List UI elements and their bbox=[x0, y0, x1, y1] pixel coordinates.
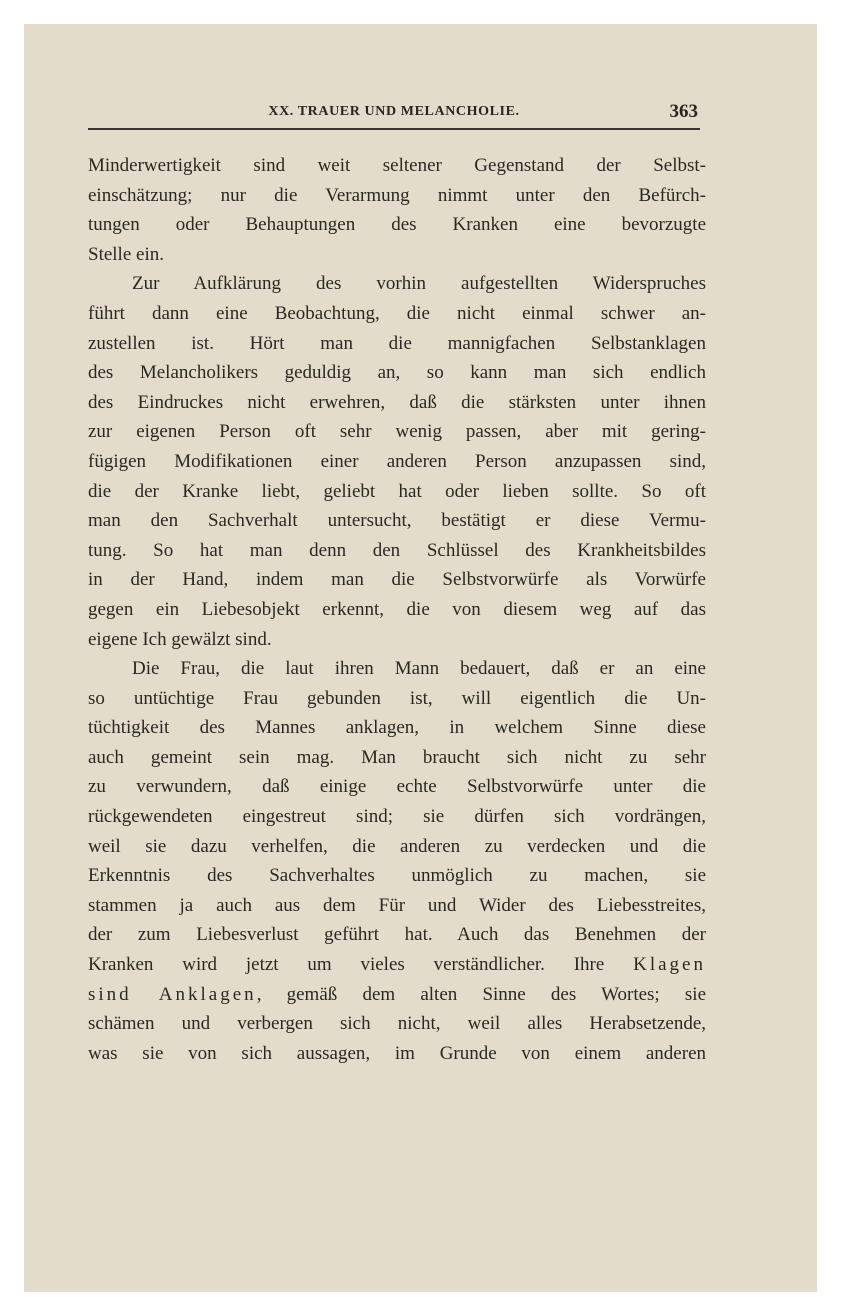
text-line: Erkenntnis des Sachverhaltes unmöglich zu machen, sie bbox=[88, 865, 706, 887]
text-line: fügigen Modifikationen einer anderen Person anzupassen sind, bbox=[88, 450, 706, 472]
text-line: auch gemeint sein mag. Man braucht sich nicht zu sehr bbox=[88, 746, 706, 768]
text-line: des Melancholikers geduldig an, so kann man sich endlich bbox=[88, 362, 706, 384]
text-line: tüchtigkeit des Mannes anklagen, in welchem Sinne diese bbox=[88, 717, 706, 739]
text-line: in der Hand, indem man die Selbstvorwürfe als Vorwürfe bbox=[88, 569, 706, 591]
paragraph-start-line: Zur Aufklärung des vorhin aufgestellten Widerspruches bbox=[132, 273, 706, 295]
text-line: gegen ein Liebesobjekt erkennt, die von diesem weg auf das bbox=[88, 598, 706, 620]
body-text bbox=[88, 151, 706, 1068]
text-line: rückgewendeten eingestreut sind; sie dürfen sich vordrängen, bbox=[88, 806, 706, 828]
spaced-emphasis: Klagen bbox=[633, 954, 706, 976]
text-line: zu verwundern, daß einige echte Selbstvorwürfe unter die bbox=[88, 776, 706, 798]
running-head: XX. TRAUER UND MELANCHOLIE. bbox=[268, 104, 520, 119]
text-line: stammen ja auch aus dem Für und Wider des Liebesstreites, bbox=[88, 894, 706, 916]
page-header bbox=[88, 102, 700, 130]
text-line: zur eigenen Person oft sehr wenig passen, aber mit gering- bbox=[88, 421, 706, 443]
text-line-emphasis bbox=[88, 980, 706, 1010]
text-line: zustellen ist. Hört man die mannigfachen Selbstanklagen bbox=[88, 332, 706, 354]
text-line: Minderwertigkeit sind weit seltener Gegenstand der Selbst- bbox=[88, 155, 706, 176]
paragraph-start-line: Die Frau, die laut ihren Mann bedauert, daß er an eine bbox=[132, 658, 706, 680]
text-line: man den Sachverhalt untersucht, bestätigt er diese Vermu- bbox=[88, 510, 706, 532]
text-line: tungen oder Behauptungen des Kranken eine bevorzugte bbox=[88, 214, 706, 236]
paragraph-end-line: eigene Ich gewälzt sind. bbox=[88, 628, 272, 650]
text-line: so untüchtige Frau gebunden ist, will eigentlich die Un- bbox=[88, 687, 706, 709]
text-line: weil sie dazu verhelfen, die anderen zu verdecken und die bbox=[88, 835, 706, 857]
text-run: , gemäß dem alten Sinne des Wortes; sie bbox=[256, 983, 706, 1005]
text-line: die der Kranke liebt, geliebt hat oder lieben sollte. So oft bbox=[88, 480, 706, 502]
text-line: des Eindruckes nicht erwehren, daß die stärksten unter ihnen bbox=[88, 391, 706, 413]
text-line: tung. So hat man denn den Schlüssel des Krankheitsbildes bbox=[88, 539, 706, 561]
text-line-emphasis bbox=[88, 950, 706, 980]
text-line: schämen und verbergen sich nicht, weil alles Herabsetzende, bbox=[88, 1013, 706, 1035]
page-number: 363 bbox=[669, 101, 698, 122]
text-line: was sie von sich aussagen, im Grunde von einem anderen bbox=[88, 1042, 706, 1064]
text-line: führt dann eine Beobachtung, die nicht einmal schwer an- bbox=[88, 302, 706, 324]
text-run: Kranken wird jetzt um vieles verständlicher. Ihre bbox=[88, 954, 634, 976]
text-line: einschätzung; nur die Verarmung nimmt unter den Befürch- bbox=[88, 184, 706, 206]
spaced-emphasis: sind Anklagen bbox=[88, 983, 257, 1005]
paragraph-end-line: Stelle ein. bbox=[88, 243, 164, 265]
text-line: der zum Liebesverlust geführt hat. Auch das Benehmen der bbox=[88, 924, 706, 946]
